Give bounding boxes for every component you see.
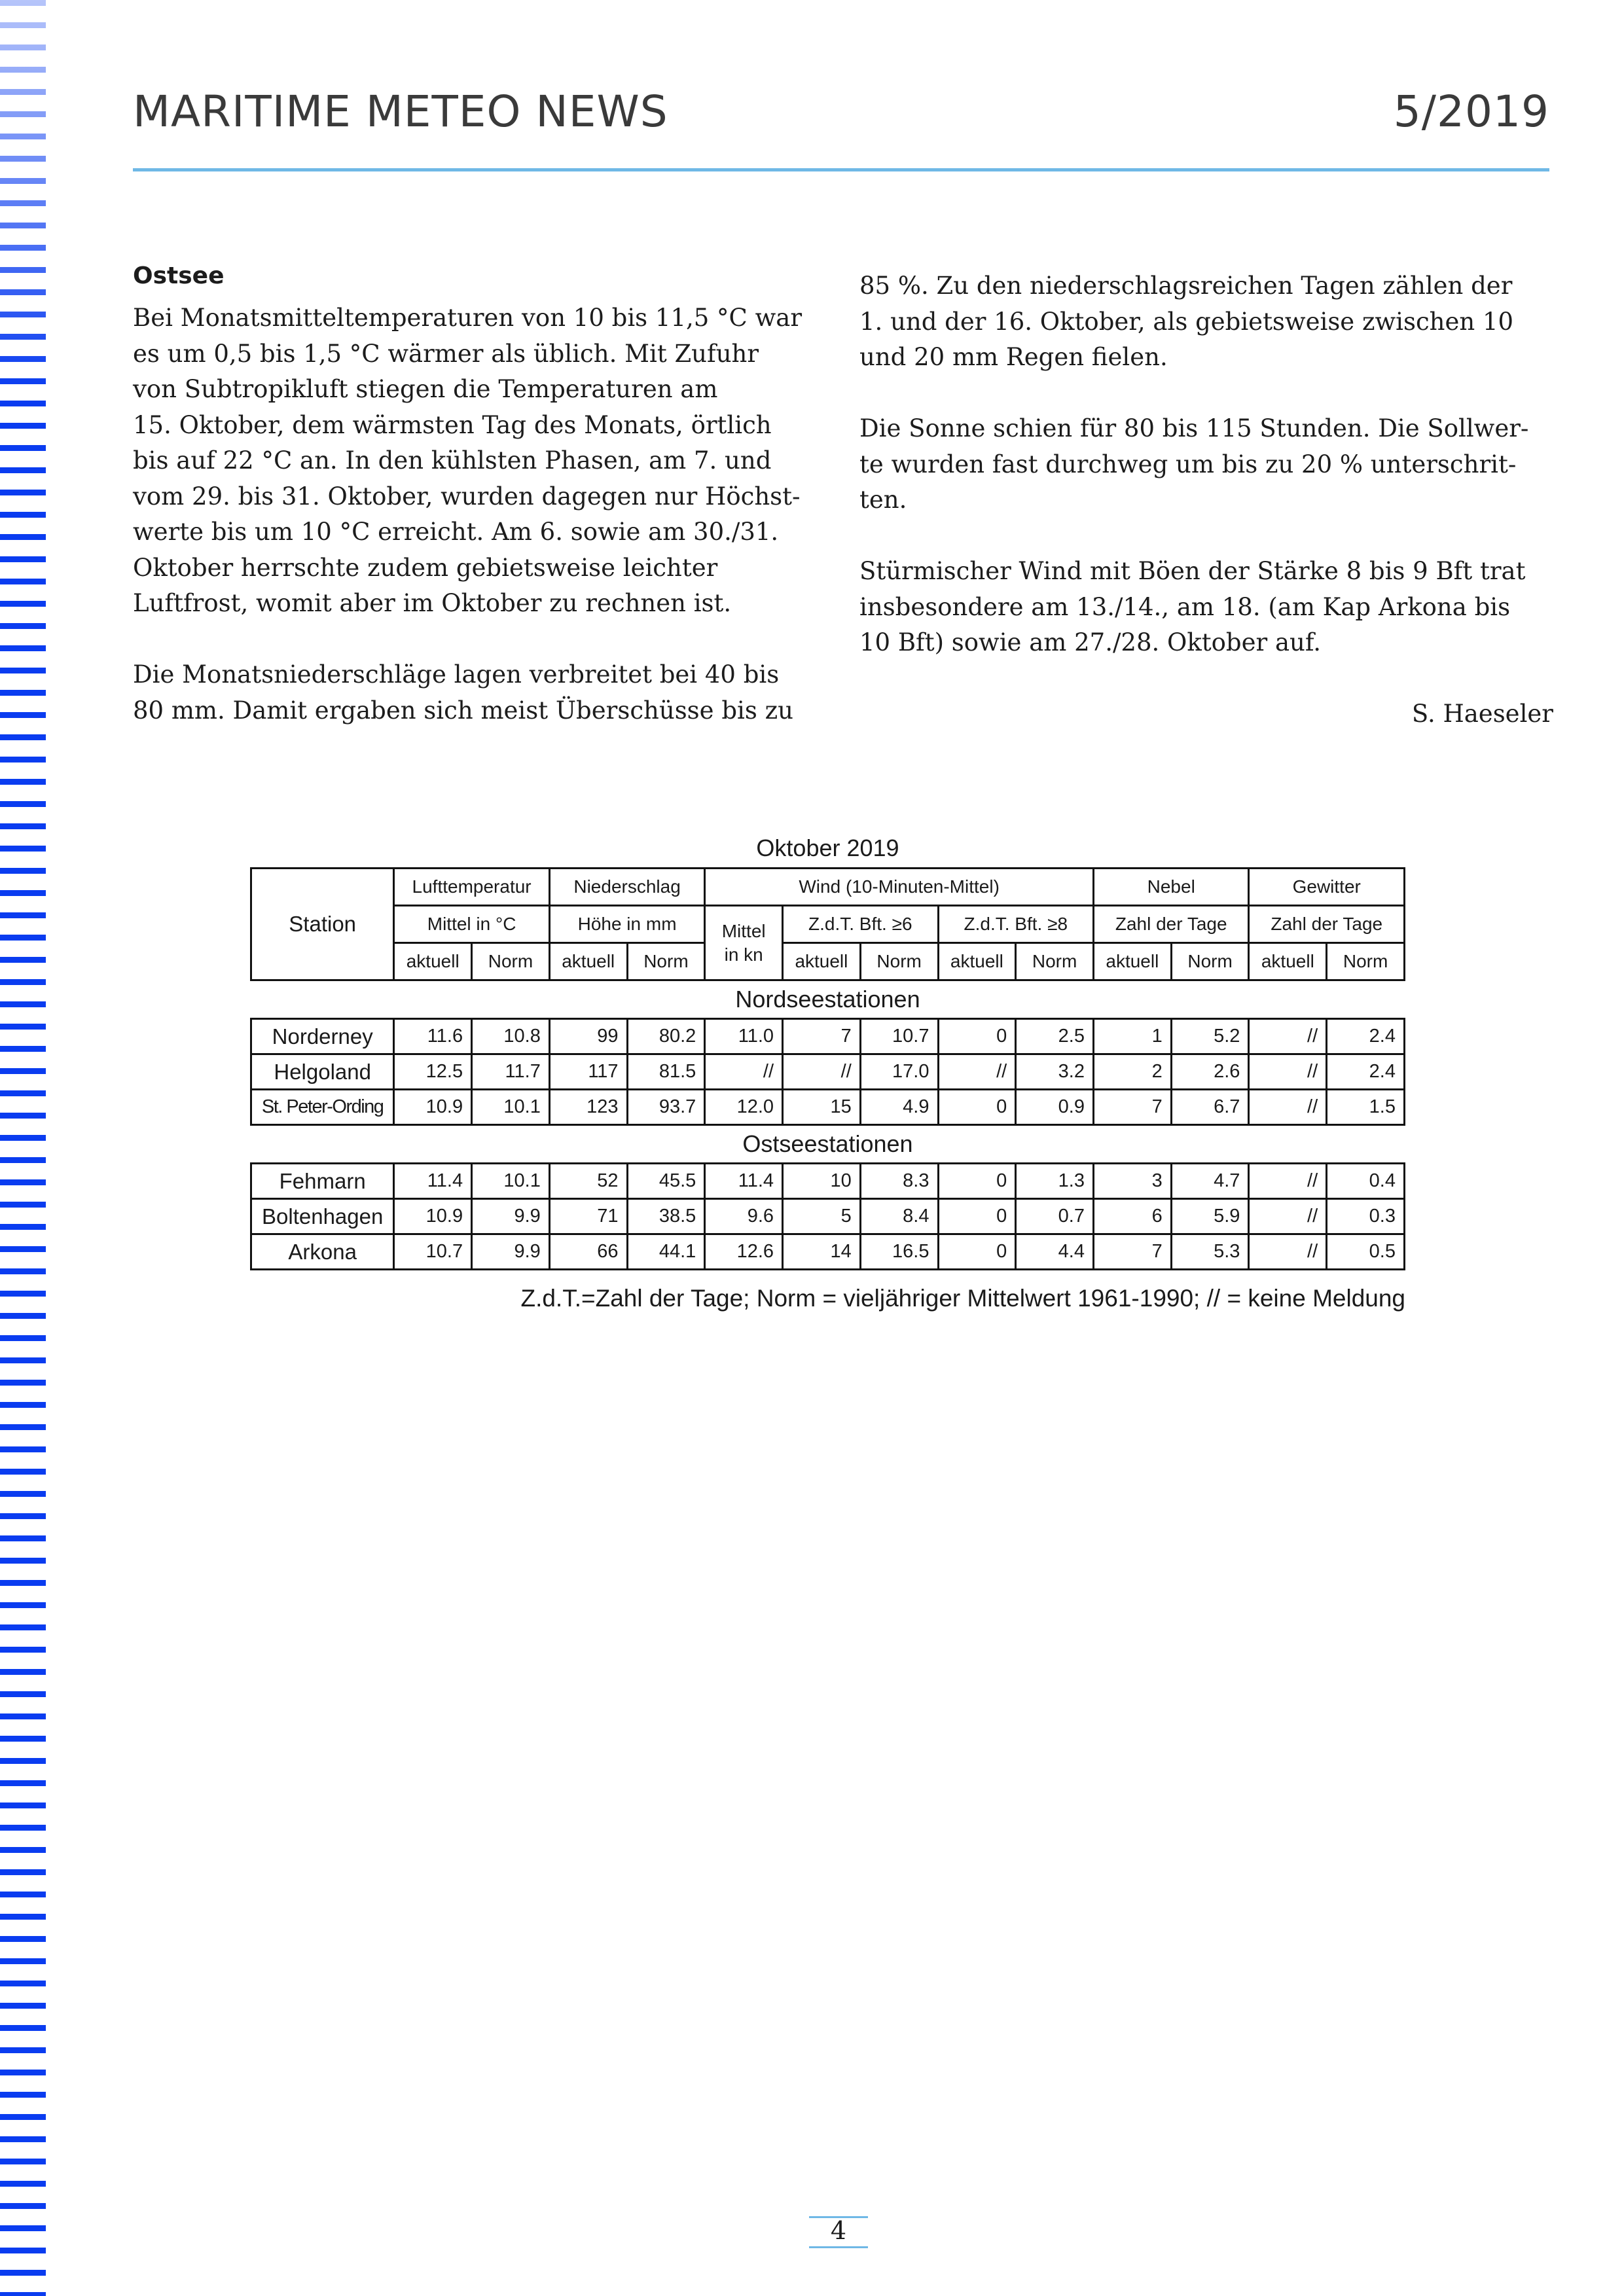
- table-cell: //: [1249, 1019, 1327, 1054]
- table-cell: 1.5: [1327, 1090, 1405, 1125]
- table-cell: 93.7: [627, 1090, 705, 1125]
- station-name: Helgoland: [251, 1054, 394, 1090]
- table-cell: 5: [783, 1199, 861, 1234]
- table-cell: 11.6: [394, 1019, 472, 1054]
- table-cell: 8.3: [860, 1164, 938, 1199]
- table-cell: //: [783, 1054, 861, 1090]
- table-cell: 11.7: [472, 1054, 550, 1090]
- table-cell: 5.2: [1171, 1019, 1249, 1054]
- paragraph-line: 80 mm. Damit ergaben sich meist Überschüsse bis zu: [133, 696, 793, 725]
- table-title: Oktober 2019: [756, 834, 899, 861]
- table-cell: 7: [1093, 1090, 1171, 1125]
- table-cell: 17.0: [860, 1054, 938, 1090]
- header-niederschlag: Niederschlag: [549, 869, 704, 906]
- page-number: 4: [830, 2216, 847, 2245]
- table-row: [251, 1019, 1405, 1054]
- table-cell: 0: [938, 1199, 1016, 1234]
- table-cell: 45.5: [627, 1164, 705, 1199]
- table-cell: 4.9: [860, 1090, 938, 1125]
- table-cell: 1: [1093, 1019, 1171, 1054]
- article-paragraph: [859, 411, 1553, 518]
- paragraph-line: Oktober herrschte zudem gebietsweise leichter: [133, 553, 718, 582]
- table-cell: 8.4: [860, 1199, 938, 1234]
- header-zdt8: Z.d.T. Bft. ≥8: [938, 906, 1093, 943]
- table-cell: 16.5: [860, 1234, 938, 1270]
- header-mittel-kn: [705, 906, 783, 980]
- table-cell: 7: [1093, 1234, 1171, 1270]
- header-aktuell: aktuell: [1093, 943, 1171, 980]
- paragraph-line: Luftfrost, womit aber im Oktober zu rechnen ist.: [133, 589, 732, 617]
- table-cell: 2: [1093, 1054, 1171, 1090]
- header-lufttemperatur: Lufttemperatur: [394, 869, 549, 906]
- station-name: Fehmarn: [251, 1164, 394, 1199]
- table-cell: 10.9: [394, 1090, 472, 1125]
- section-heading: Ostsee: [133, 262, 225, 289]
- table-cell: 0: [938, 1164, 1016, 1199]
- table-cell: //: [1249, 1234, 1327, 1270]
- paragraph-line: vom 29. bis 31. Oktober, wurden dagegen nur Höchst-: [133, 482, 801, 511]
- table-cell: 6: [1093, 1199, 1171, 1234]
- header-mittel-kn-line2: in kn: [724, 944, 763, 965]
- table-cell: 5.9: [1171, 1199, 1249, 1234]
- author-name: S. Haeseler: [1411, 700, 1553, 728]
- table-cell: 15: [783, 1090, 861, 1125]
- station-name: Arkona: [251, 1234, 394, 1270]
- station-name: St. Peter-Ording: [251, 1090, 394, 1125]
- header-norm: Norm: [627, 943, 705, 980]
- paragraph-line: te wurden fast durchweg um bis zu 20 % unterschrit-: [859, 450, 1517, 478]
- table-cell: //: [1249, 1164, 1327, 1199]
- table-cell: 12.0: [705, 1090, 783, 1125]
- table-header: [250, 867, 1405, 981]
- stripe-fade: [0, 0, 46, 393]
- article-paragraph: [133, 300, 814, 622]
- table-cell: 117: [549, 1054, 627, 1090]
- header-zdt6: Z.d.T. Bft. ≥6: [783, 906, 938, 943]
- table-cell: 38.5: [627, 1199, 705, 1234]
- header-aktuell: aktuell: [938, 943, 1016, 980]
- table-cell: 6.7: [1171, 1090, 1249, 1125]
- station-group-title: Ostseestationen: [742, 1130, 913, 1157]
- table-cell: //: [1249, 1199, 1327, 1234]
- header-aktuell: aktuell: [394, 943, 472, 980]
- table-cell: 0: [938, 1234, 1016, 1270]
- table-cell: //: [1249, 1090, 1327, 1125]
- table-cell: 1.3: [1016, 1164, 1094, 1199]
- page-number-rule-bottom: [809, 2246, 868, 2248]
- table-cell: 0.4: [1327, 1164, 1405, 1199]
- table-cell: 11.4: [705, 1164, 783, 1199]
- table-row: [251, 1090, 1405, 1125]
- table-cell: 10.9: [394, 1199, 472, 1234]
- paragraph-line: und 20 mm Regen fielen.: [859, 343, 1168, 371]
- table-cell: //: [705, 1054, 783, 1090]
- table-cell: 99: [549, 1019, 627, 1054]
- article-paragraph: [133, 657, 814, 728]
- table-row: [251, 1199, 1405, 1234]
- header-norm: Norm: [472, 943, 550, 980]
- table-cell: 3.2: [1016, 1054, 1094, 1090]
- station-name: Norderney: [251, 1019, 394, 1054]
- header-hoehe-mm: Höhe in mm: [549, 906, 704, 943]
- header-aktuell: aktuell: [783, 943, 861, 980]
- paragraph-line: ten.: [859, 486, 907, 514]
- table-cell: 81.5: [627, 1054, 705, 1090]
- header-nebel: Nebel: [1093, 869, 1248, 906]
- table-cell: 71: [549, 1199, 627, 1234]
- table-cell: 10.1: [472, 1164, 550, 1199]
- paragraph-line: 10 Bft) sowie am 27./28. Oktober auf.: [859, 628, 1321, 656]
- table-cell: 7: [783, 1019, 861, 1054]
- table-cell: 9.9: [472, 1234, 550, 1270]
- paragraph-line: 85 %. Zu den niederschlagsreichen Tagen zählen der: [859, 272, 1513, 300]
- article-right-column: [859, 268, 1553, 732]
- table-cell: 5.3: [1171, 1234, 1249, 1270]
- table-cell: 0.3: [1327, 1199, 1405, 1234]
- newsletter-title: MARITIME METEO NEWS: [133, 86, 668, 137]
- table-cell: 10.7: [860, 1019, 938, 1054]
- table-cell: 4.7: [1171, 1164, 1249, 1199]
- paragraph-line: Die Monatsniederschläge lagen verbreitet bei 40 bis: [133, 660, 780, 689]
- article-paragraph: [859, 554, 1553, 661]
- table-cell: 12.5: [394, 1054, 472, 1090]
- table-cell: 0.9: [1016, 1090, 1094, 1125]
- table-cell: //: [938, 1054, 1016, 1090]
- table-cell: 80.2: [627, 1019, 705, 1054]
- header-divider: [133, 168, 1549, 171]
- issue-number: 5/2019: [1393, 86, 1549, 137]
- paragraph-line: 15. Oktober, dem wärmsten Tag des Monats, örtlich: [133, 410, 772, 439]
- table-cell: 10.1: [472, 1090, 550, 1125]
- header-wind: Wind (10-Minuten-Mittel): [705, 869, 1094, 906]
- header-gewitter: Gewitter: [1249, 869, 1405, 906]
- table-cell: 0: [938, 1019, 1016, 1054]
- table-cell: 2.4: [1327, 1054, 1405, 1090]
- weather-table-section: [250, 834, 1405, 1312]
- table-cell: 2.5: [1016, 1019, 1094, 1054]
- table-cell: 0: [938, 1090, 1016, 1125]
- header-mittel-kn-line1: Mittel: [721, 920, 766, 941]
- table-cell: 52: [549, 1164, 627, 1199]
- paragraph-line: Bei Monatsmitteltemperaturen von 10 bis 11,5 °C war: [133, 304, 803, 332]
- table-cell: 12.6: [705, 1234, 783, 1270]
- paragraph-line: werte bis um 10 °C erreicht. Am 6. sowie am 30./31.: [133, 518, 779, 546]
- header-gewitter-tage: Zahl der Tage: [1249, 906, 1405, 943]
- paragraph-line: Die Sonne schien für 80 bis 115 Stunden. Die Sollwer-: [859, 414, 1529, 442]
- station-data-table: [250, 1162, 1405, 1270]
- station-group-title: Nordseestationen: [735, 986, 920, 1013]
- table-cell: 10.8: [472, 1019, 550, 1054]
- header-norm: Norm: [860, 943, 938, 980]
- table-cell: 0.5: [1327, 1234, 1405, 1270]
- table-cell: 11.0: [705, 1019, 783, 1054]
- station-name: Boltenhagen: [251, 1199, 394, 1234]
- table-cell: 11.4: [394, 1164, 472, 1199]
- table-cell: 9.9: [472, 1199, 550, 1234]
- table-cell: 0.7: [1016, 1199, 1094, 1234]
- table-cell: 123: [549, 1090, 627, 1125]
- table-cell: 66: [549, 1234, 627, 1270]
- table-cell: 4.4: [1016, 1234, 1094, 1270]
- table-cell: 2.6: [1171, 1054, 1249, 1090]
- paragraph-line: es um 0,5 bis 1,5 °C wärmer als üblich. Mit Zufuhr: [133, 339, 759, 368]
- table-footnote: Z.d.T.=Zahl der Tage; Norm = vieljähriger Mittelwert 1961-1990; // = keine Meldung: [520, 1285, 1405, 1312]
- table-cell: 44.1: [627, 1234, 705, 1270]
- header-aktuell: aktuell: [549, 943, 627, 980]
- header-aktuell: aktuell: [1249, 943, 1327, 980]
- header-norm: Norm: [1016, 943, 1094, 980]
- page-header: [133, 79, 1549, 170]
- table-cell: //: [1249, 1054, 1327, 1090]
- table-row: [251, 1234, 1405, 1270]
- article-paragraph: [859, 268, 1553, 376]
- paragraph-line: von Subtropikluft stiegen die Temperaturen am: [133, 375, 718, 403]
- header-norm: Norm: [1327, 943, 1405, 980]
- table-row: [251, 1054, 1405, 1090]
- table-row: [251, 1164, 1405, 1199]
- header-station: Station: [251, 869, 394, 980]
- paragraph-line: 1. und der 16. Oktober, als gebietsweise zwischen 10: [859, 307, 1514, 336]
- table-cell: 14: [783, 1234, 861, 1270]
- header-mittel-c: Mittel in °C: [394, 906, 549, 943]
- header-nebel-tage: Zahl der Tage: [1093, 906, 1248, 943]
- table-cell: 10: [783, 1164, 861, 1199]
- paragraph-line: insbesondere am 13./14., am 18. (am Kap Arkona bis: [859, 592, 1511, 621]
- header-norm: Norm: [1171, 943, 1249, 980]
- article-left-column: [133, 259, 814, 764]
- table-cell: 9.6: [705, 1199, 783, 1234]
- paragraph-line: Stürmischer Wind mit Böen der Stärke 8 bis 9 Bft trat: [859, 557, 1526, 585]
- paragraph-line: bis auf 22 °C an. In den kühlsten Phasen, am 7. und: [133, 446, 772, 475]
- table-cell: 3: [1093, 1164, 1171, 1199]
- table-cell: 2.4: [1327, 1019, 1405, 1054]
- table-cell: 10.7: [394, 1234, 472, 1270]
- station-data-table: [250, 1018, 1405, 1126]
